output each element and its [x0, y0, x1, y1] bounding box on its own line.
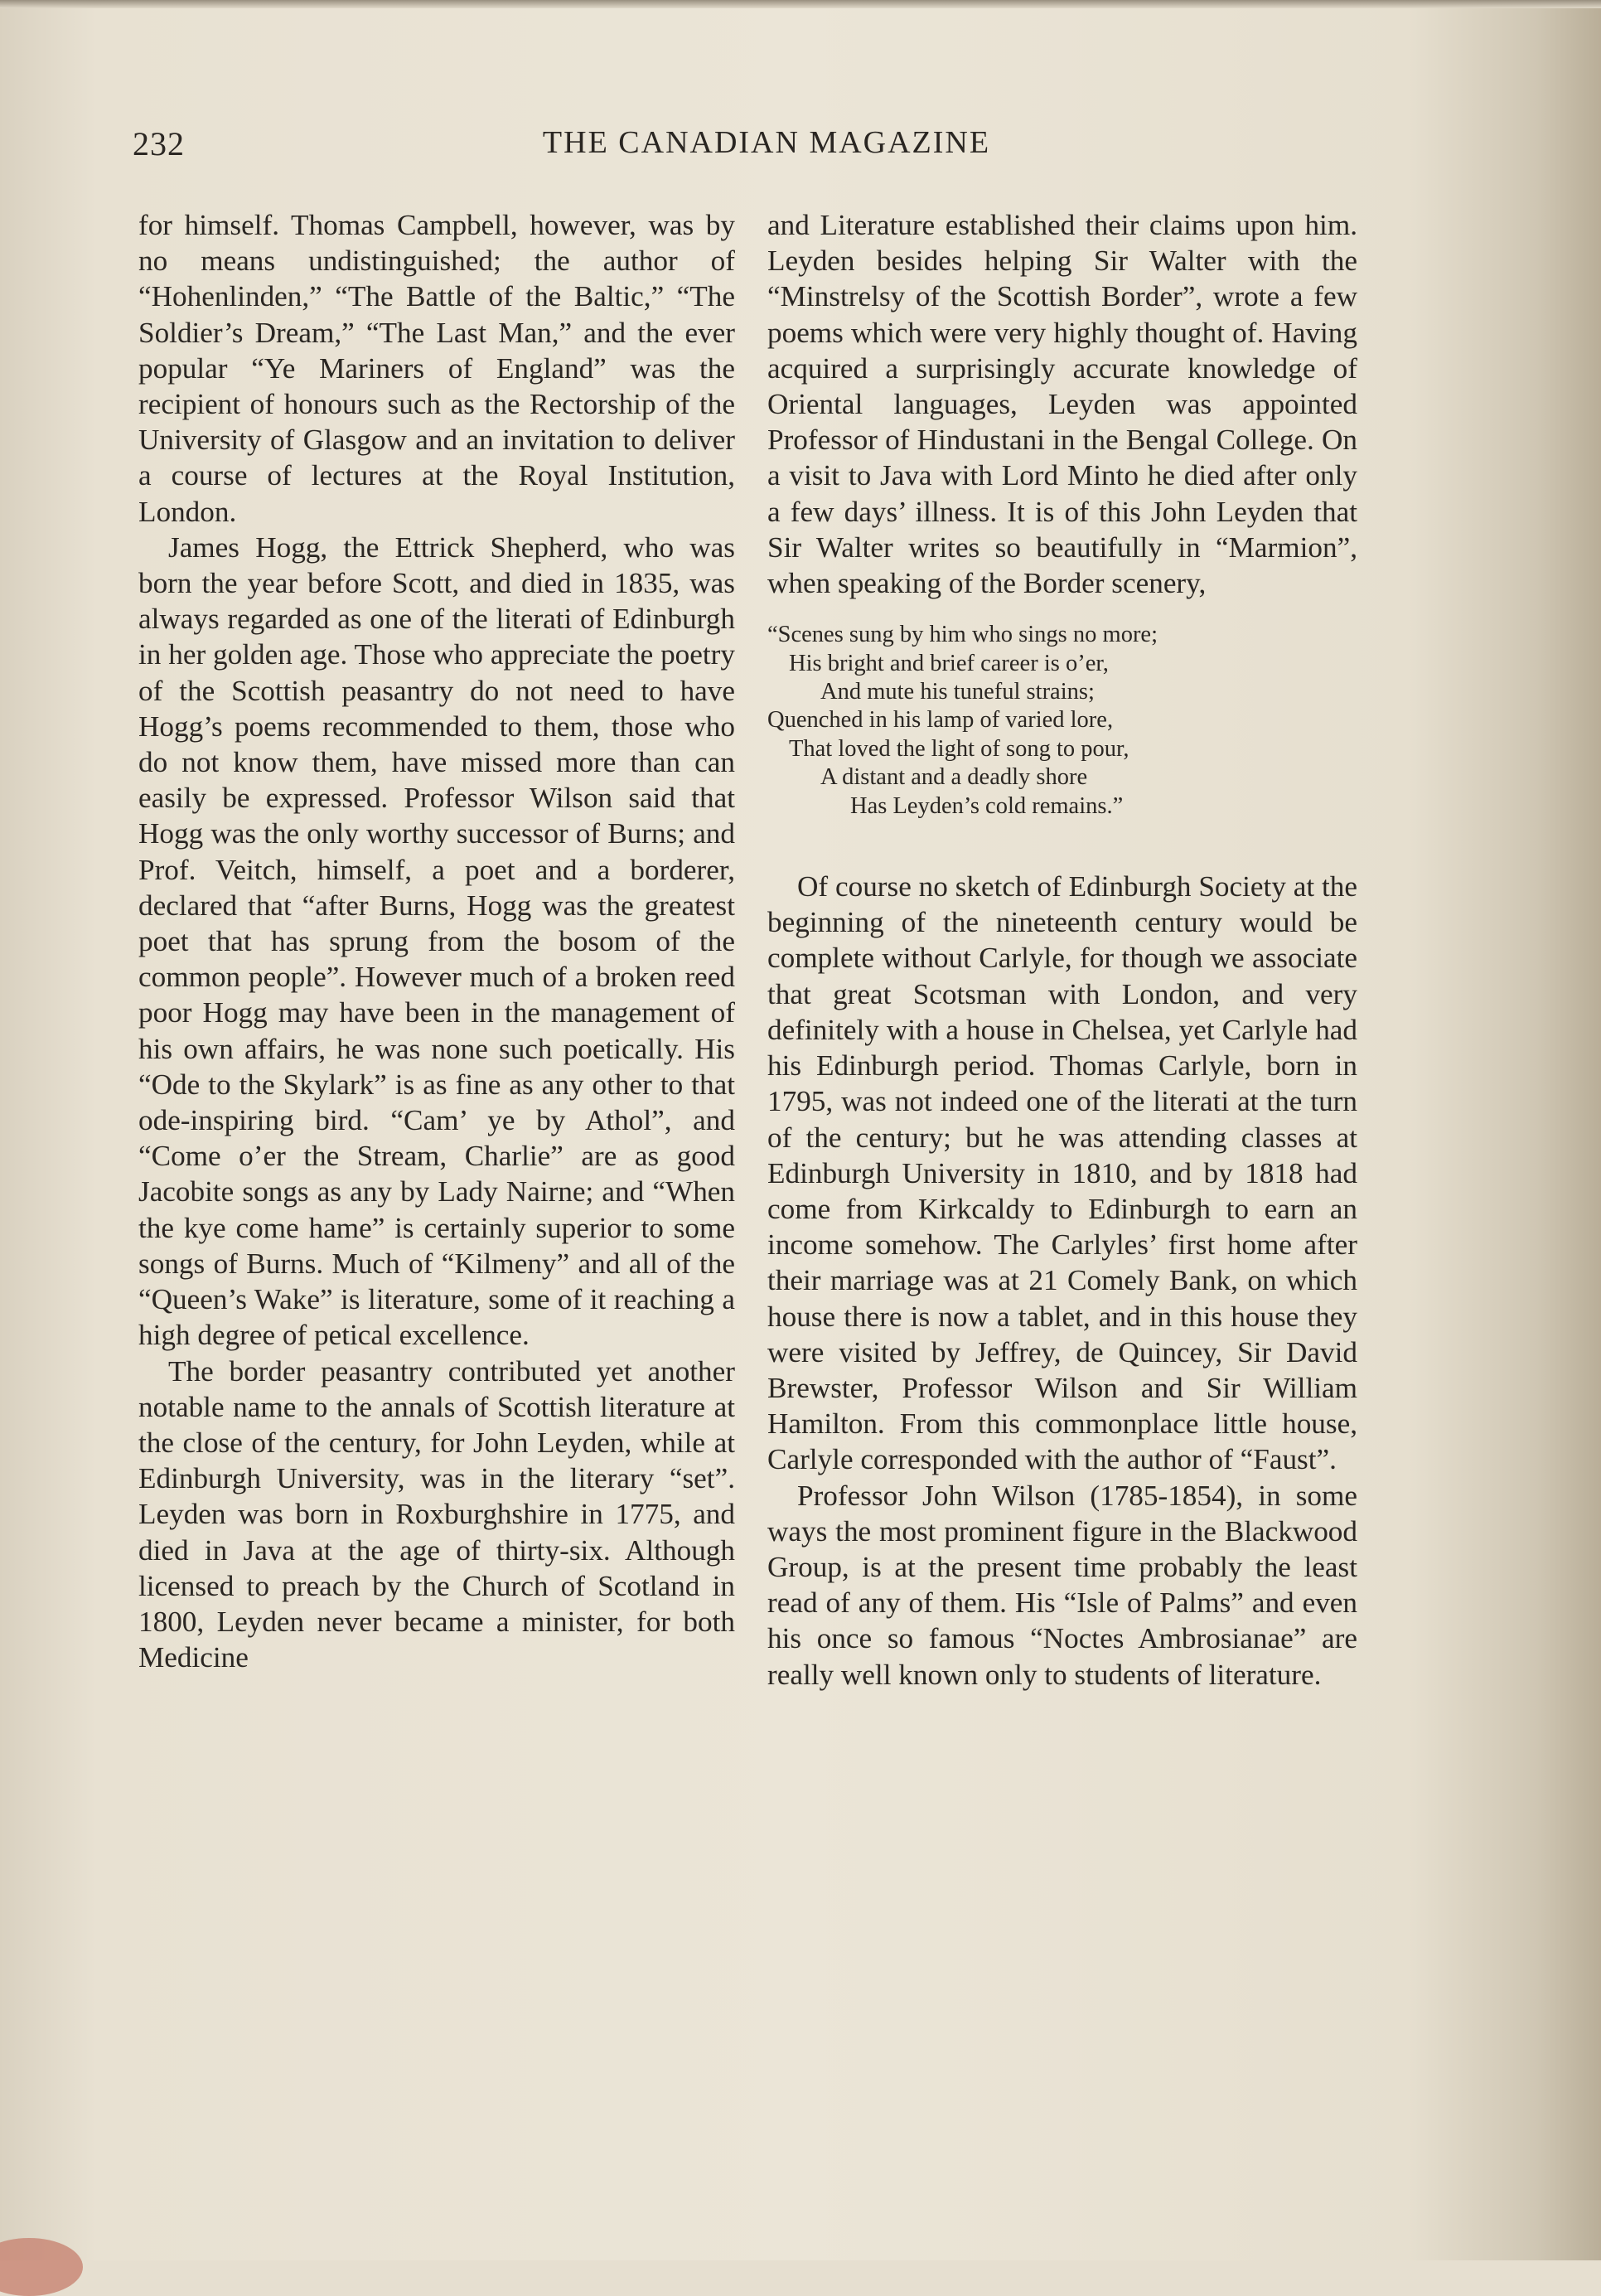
- poem-line: A distant and a deadly shore: [820, 764, 1088, 791]
- left-column: [138, 207, 735, 1675]
- paragraph-carlyle: Of course no sketch of Edinburgh Society at the beginning of the nineteenth century would be complete without Carlyle, for though we associate that great Scotsman with London, and very definitely with a house in Chelsea, yet Carlyle had his Edinburgh period. Thomas Carlyle, born in 1795, was not indeed one of the literati at the turn of the century; but he was attending classes at Edinburgh University in 1810, and by 1818 had come from Kirkcaldy to Edinburgh to earn an income somehow. The Carlyles’ first home after their marriage was at 21 Comely Bank, on which house there is now a tablet, and in this house they were visited by Jeffrey, de Quincey, Sir David Brewster, Professor Wilson and Sir William Hamilton. From this commonplace little house, Carlyle corresponded with the author of “Faust”.: [767, 870, 1357, 1476]
- section-spacer: [767, 821, 1357, 869]
- page-header: [133, 124, 1367, 171]
- poem-line: Has Leyden’s cold remains.”: [850, 792, 1124, 819]
- corner-stain: [0, 2238, 83, 2296]
- poem-line: Quenched in his lamp of varied lore,: [767, 707, 1114, 734]
- poem-line: “Scenes sung by him who sings no more;: [767, 622, 1158, 648]
- page-number: 232: [133, 125, 185, 162]
- poem-line: His bright and brief career is o’er,: [789, 650, 1109, 676]
- page-top-edge: [0, 0, 1601, 8]
- paragraph-leyden-continued: and Literature established their claims upon him. Leyden besides helping Sir Walter with the “Minstrelsy of the Scottish Border”, wrote a few poems which were very highly thought of. Having acquired a surprisingly accurate knowledge of Oriental languages, Leyden was appointed Professor of Hindustani in the Bengal College. On a visit to Java with Lord Minto he died after only a few days’ illness. It is of this John Leyden that Sir Walter writes so beautifully in “Marmion”, when speaking of the Border scenery,: [767, 209, 1357, 600]
- marmion-quotation: [767, 621, 1357, 821]
- paragraph-leyden: The border peasantry contributed yet another notable name to the annals of Scottish literature at the close of the century, for John Leyden, while at Edinburgh University, was in the literary “set”. Leyden was born in Roxburghshire in 1775, and died in Java at the age of thirty-six. Although licensed to preach by the Church of Scotland in 1800, Leyden never became a minister, for both Medicine: [138, 1354, 735, 1674]
- running-head: THE CANADIAN MAGAZINE: [542, 125, 991, 160]
- paragraph-campbell: for himself. Thomas Campbell, however, was by no means undistinguished; the author of “Hohenlinden,” “The Battle of the Baltic,” “The Soldier’s Dream,” “The Last Man,” and the ever popular “Ye Mariners of England” was the recipient of honours such as the Rectorship of the University of Glasgow and an invitation to deliver a course of lectures at the Royal Institution, London.: [138, 209, 735, 528]
- poem-line: That loved the light of song to pour,: [789, 735, 1129, 762]
- poem-line: And mute his tuneful strains;: [820, 679, 1095, 705]
- paragraph-wilson: Professor John Wilson (1785-1854), in some ways the most prominent figure in the Blackwood Group, is at the present time probably the least read of any of them. His “Isle of Palms” and even his once so famous “Noctes Ambrosianae” are really well known only to students of literature.: [767, 1479, 1357, 1691]
- right-column: [767, 207, 1357, 1693]
- paragraph-hogg: James Hogg, the Ettrick Shepherd, who was born the year before Scott, and died in 1835, was always regarded as one of the literati of Edinburgh in her golden age. Those who appreciate the poetry of the Scottish peasantry do not need to have Hogg’s poems recommended to them, those who do not know them, have missed more than can easily be expressed. Professor Wilson said that Hogg was the only worthy successor of Burns; and Prof. Veitch, himself, a poet and a borderer, declared that “after Burns, Hogg was the greatest poet that has sprung from the bosom of the common people”. However much of a broken reed poor Hogg may have been in the management of his own affairs, he was none such poetically. His “Ode to the Skylark” is as fine as any other to that ode-inspiring bird. “Cam’ ye by Athol”, and “Come o’er the Stream, Charlie” are as good Jacobite songs as any by Lady Nairne; and “When the kye come hame” is certainly superior to some songs of Burns. Much of “Kilmeny” and all of the “Queen’s Wake” is literature, some of it reaching a high degree of petical excellence.: [138, 530, 735, 1352]
